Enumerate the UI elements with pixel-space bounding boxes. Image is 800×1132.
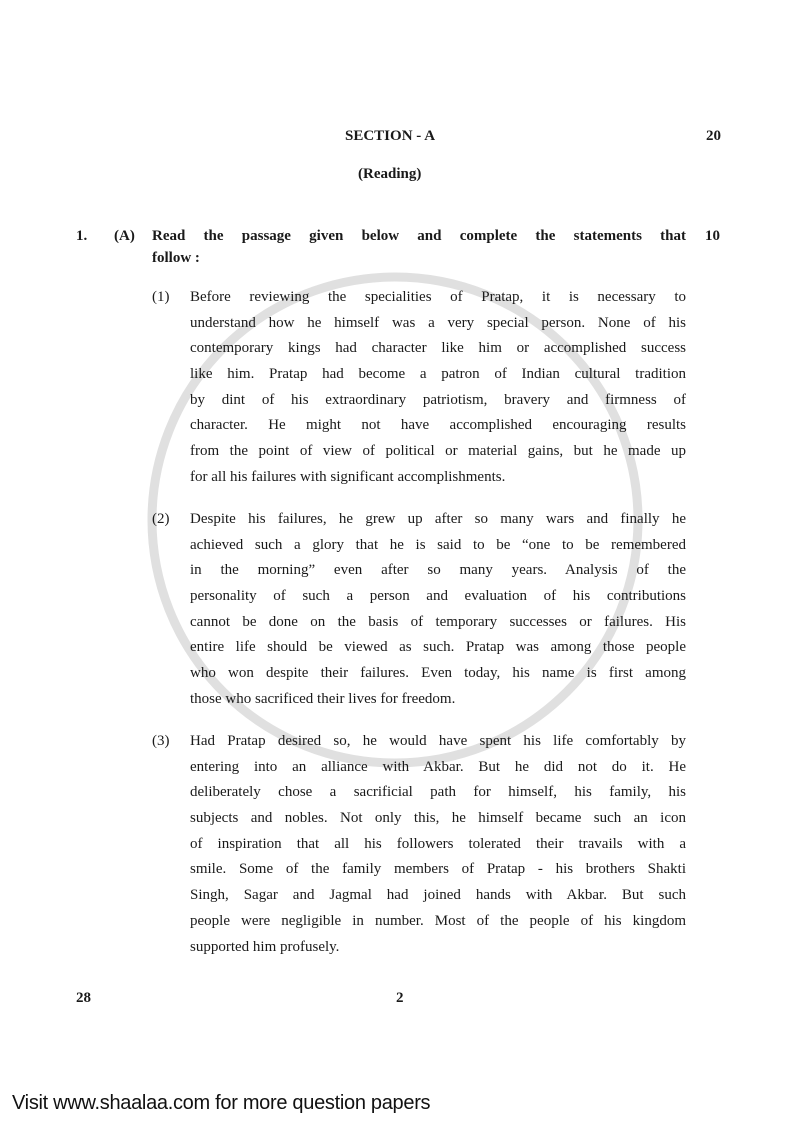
text-line: Singh, Sagar and Jagmal had joined hands with Akbar. But such: [190, 887, 686, 904]
question-instruction: [152, 225, 686, 269]
paragraph-text: [190, 729, 686, 960]
text-line: achieved such a glory that he is said to be “one to be remembered: [190, 536, 686, 553]
text-line: of inspiration that all his followers tolerated their travails with a: [190, 835, 686, 852]
paragraph-text: [190, 507, 686, 713]
text-line: personality of such a person and evaluation of his contributions: [190, 588, 686, 605]
question-part: (A): [114, 228, 135, 244]
text-line: entering into an alliance with Akbar. But he did not do it. He: [190, 758, 686, 775]
question-number: 1.: [76, 228, 88, 244]
section-title: SECTION - A: [345, 128, 436, 144]
paragraph-text: [190, 285, 686, 491]
text-line: Despite his failures, he grew up after so many wars and finally he: [190, 511, 686, 527]
instruction-line: Read the passage given below and complete the statements that: [152, 228, 686, 244]
text-line: smile. Some of the family members of Pratap - his brothers Shakti: [190, 861, 686, 878]
text-line: people were negligible in number. Most of the people of his kingdom: [190, 912, 686, 929]
page-number: 2: [396, 990, 404, 1006]
text-line: supported him profusely.: [190, 938, 340, 955]
text-line: Had Pratap desired so, he would have spent his life comfortably by: [190, 733, 686, 749]
paragraph-label: (1): [152, 289, 170, 305]
text-line: Before reviewing the specialities of Pratap, it is necessary to: [190, 289, 686, 305]
paragraph-label: (3): [152, 733, 170, 749]
promo-link[interactable]: Visit www.shaalaa.com for more question papers: [12, 1092, 431, 1114]
text-line: like him. Pratap had become a patron of Indian cultural tradition: [190, 366, 686, 383]
text-line: from the point of view of political or material gains, but he made up: [190, 443, 686, 460]
text-line: understand how he himself was a very special person. None of his: [190, 314, 686, 331]
text-line: character. He might not have accomplished encouraging results: [190, 417, 686, 434]
text-line: in the morning” even after so many years. Analysis of the: [190, 562, 686, 579]
text-line: subjects and nobles. Not only this, he himself became such an icon: [190, 810, 686, 827]
text-line: by dint of his extraordinary patriotism, bravery and firmness of: [190, 391, 686, 408]
section-marks: 20: [706, 128, 721, 144]
text-line: cannot be done on the basis of temporary successes or failures. His: [190, 613, 686, 630]
text-line: those who sacrificed their lives for freedom.: [190, 690, 456, 707]
section-subtitle: (Reading): [358, 166, 422, 182]
paragraph-label: (2): [152, 511, 170, 527]
instruction-line: follow :: [152, 250, 200, 266]
text-line: deliberately chose a sacrificial path for himself, his family, his: [190, 784, 686, 801]
text-line: entire life should be viewed as such. Pratap was among those people: [190, 639, 686, 656]
question-marks: 10: [705, 228, 720, 244]
paper-code: 28: [76, 990, 91, 1006]
text-line: contemporary kings had character like him or accomplished success: [190, 340, 686, 357]
text-line: who won despite their failures. Even today, his name is first among: [190, 665, 686, 682]
text-line: for all his failures with significant accomplishments.: [190, 468, 506, 485]
